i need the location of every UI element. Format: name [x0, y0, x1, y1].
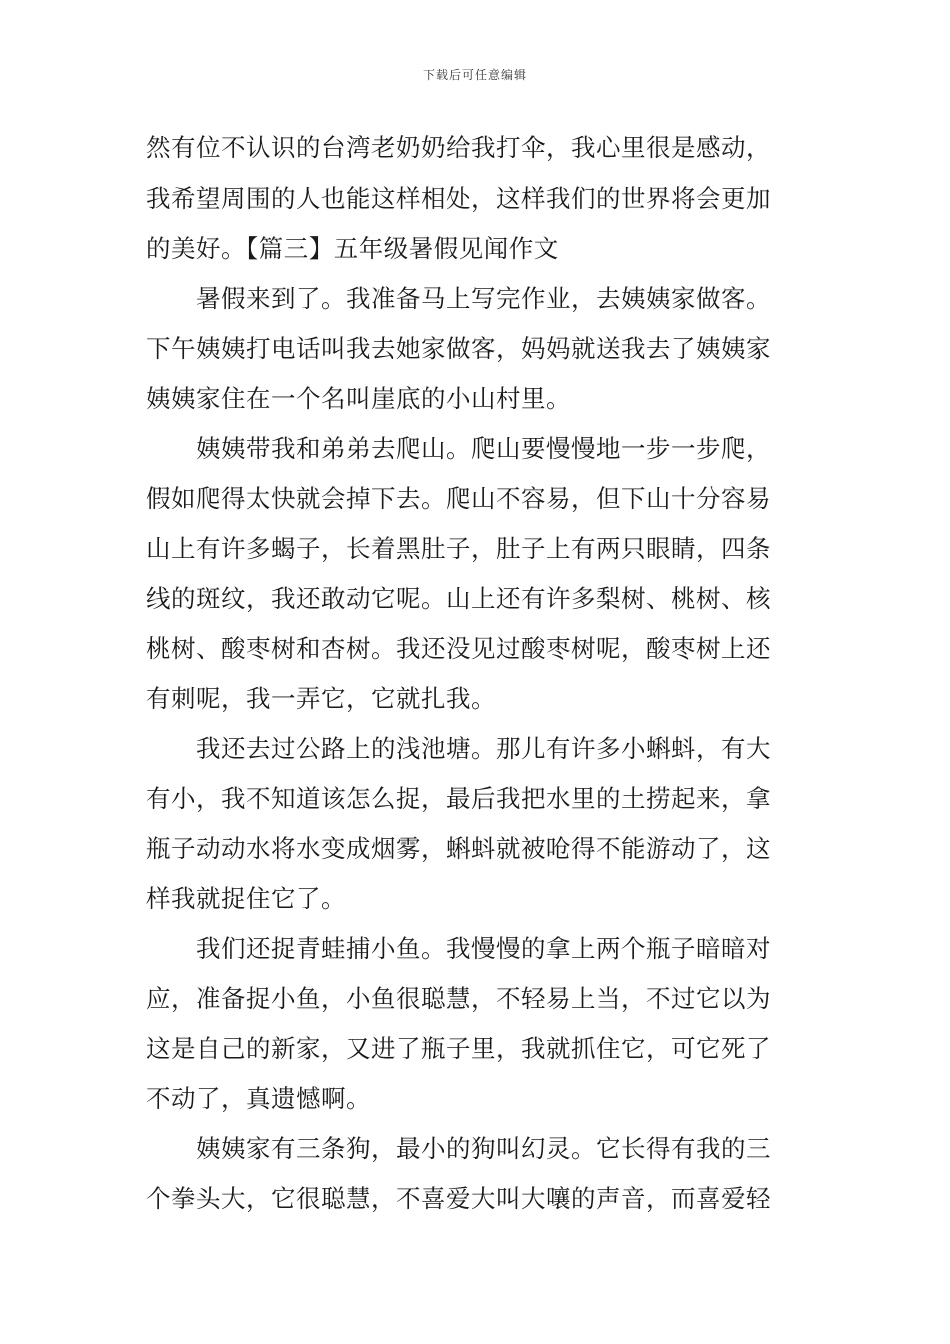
text-line: 有小，我不知道该怎么捉，最后我把水里的土捞起来，拿 — [146, 784, 771, 813]
text-line: 我希望周围的人也能这样相处，这样我们的世界将会更加 — [146, 184, 771, 213]
paragraph-first-line: 我们还捉青蛙捕小鱼。我慢慢的拿上两个瓶子暗暗对 — [196, 934, 771, 963]
text-line: 桃树、酸枣树和杏树。我还没见过酸枣树呢，酸枣树上还 — [146, 634, 771, 663]
text-line: 下午姨姨打电话叫我去她家做客，妈妈就送我去了姨姨家 — [146, 334, 771, 363]
text-line: 姨姨家住在一个名叫崖底的小山村里。 — [146, 384, 571, 413]
text-line: 应，准备捉小鱼，小鱼很聪慧，不轻易上当，不过它以为 — [146, 984, 771, 1013]
text-line: 样我就捉住它了。 — [146, 884, 346, 913]
text-line: 山上有许多蝎子，长着黑肚子，肚子上有两只眼睛，四条 — [146, 534, 771, 563]
text-line: 瓶子动动水将水变成烟雾，蝌蚪就被呛得不能游动了，这 — [146, 834, 771, 863]
text-line: 不动了，真遗憾啊。 — [146, 1084, 371, 1113]
text-line: 个拳头大，它很聪慧，不喜爱大叫大嚷的声音，而喜爱轻 — [146, 1184, 771, 1213]
page-header: 下载后可任意编辑 — [422, 68, 527, 82]
paragraph-first-line: 暑假来到了。我准备马上写完作业，去姨姨家做客。 — [196, 284, 771, 313]
paragraph-first-line: 姨姨家有三条狗，最小的狗叫幻灵。它长得有我的三 — [196, 1134, 771, 1163]
text-line: 这是自己的新家，又进了瓶子里，我就抓住它，可它死了 — [146, 1034, 771, 1063]
paragraph-first-line: 我还去过公路上的浅池塘。那儿有许多小蝌蚪，有大 — [196, 734, 771, 763]
text-line: 然有位不认识的台湾老奶奶给我打伞，我心里很是感动， — [146, 133, 771, 162]
text-line: 线的斑纹，我还敢动它呢。山上还有许多梨树、桃树、核 — [146, 584, 771, 613]
paragraph-first-line: 姨姨带我和弟弟去爬山。爬山要慢慢地一步一步爬， — [196, 434, 771, 463]
text-line: 的美好。【篇三】五年级暑假见闻作文 — [146, 234, 559, 263]
text-line: 假如爬得太快就会掉下去。爬山不容易，但下山十分容易 — [146, 484, 771, 513]
text-line: 有刺呢，我一弄它，它就扎我。 — [146, 684, 496, 713]
